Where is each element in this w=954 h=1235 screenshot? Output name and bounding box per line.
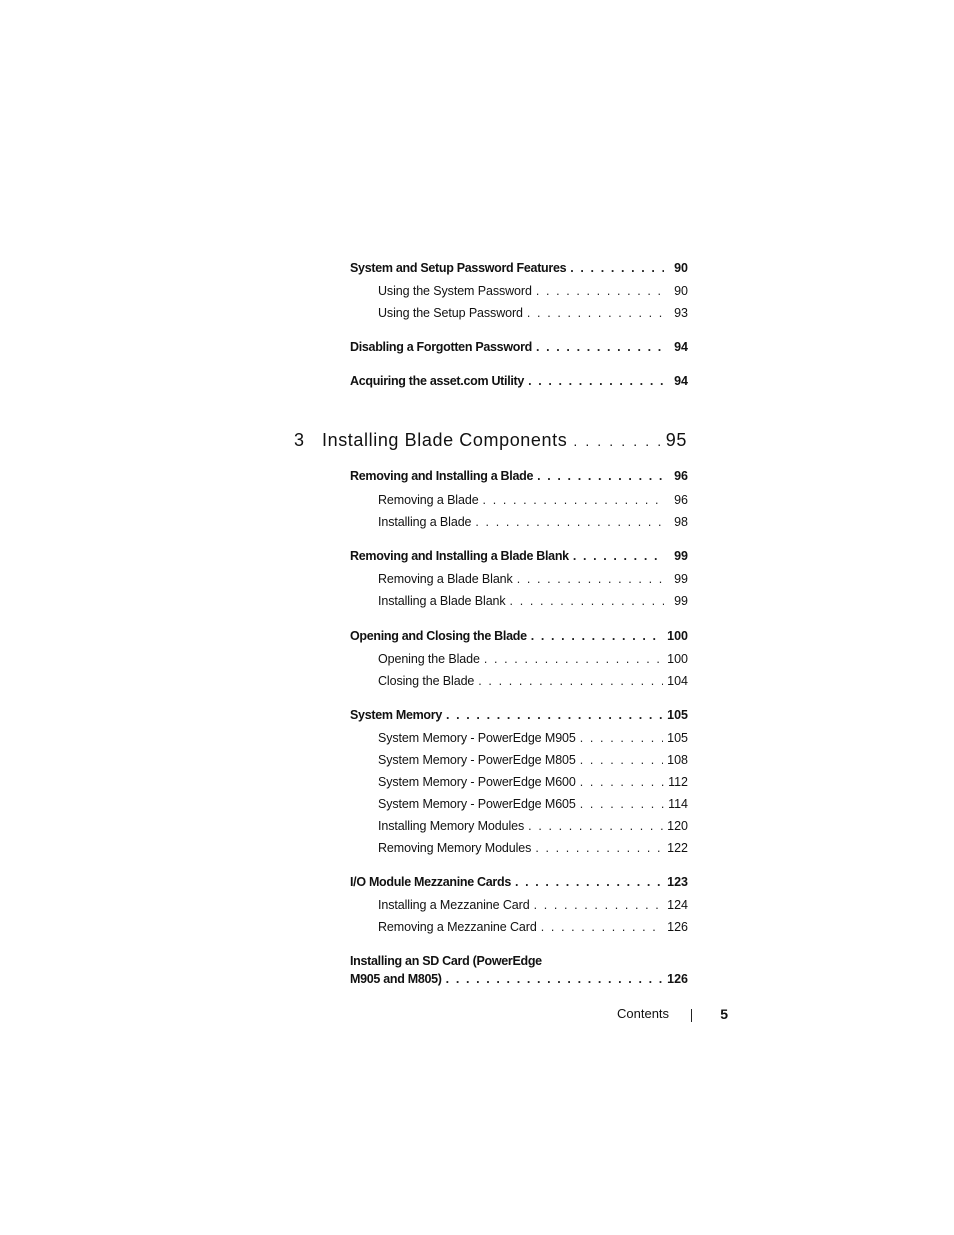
toc-entry-page: 90 — [674, 261, 688, 275]
toc-entry-installing-blade[interactable] — [378, 514, 688, 530]
toc-entry-title: Opening the Blade — [378, 652, 480, 666]
chapter-page: 95 — [665, 430, 687, 450]
toc-entry-page: 120 — [667, 819, 688, 833]
toc-entry-page: 99 — [674, 549, 688, 563]
dot-leader — [446, 971, 663, 987]
toc-entry-title: Removing a Blade — [378, 493, 479, 507]
toc-entry-title: Using the Setup Password — [378, 306, 523, 320]
toc-entry-title: System Memory — [350, 708, 442, 722]
dot-leader — [570, 260, 664, 276]
toc-entry-acquiring-asset-utility[interactable] — [350, 373, 688, 389]
dot-leader — [517, 571, 664, 587]
dot-leader — [537, 468, 664, 484]
toc-entry-title: Removing Memory Modules — [378, 841, 532, 855]
toc-entry-page: 123 — [667, 875, 688, 889]
toc-entry-page: 108 — [667, 753, 688, 767]
footer-separator — [691, 1009, 692, 1022]
toc-entry-page: 94 — [674, 340, 688, 354]
dot-leader — [536, 339, 664, 355]
toc-entry-title: System Memory - PowerEdge M605 — [378, 797, 576, 811]
toc-entry-page: 126 — [667, 920, 688, 934]
toc-entry-using-setup-password[interactable] — [378, 305, 688, 321]
toc-entry-io-module-mezzanine-cards[interactable] — [350, 874, 688, 890]
dot-leader — [573, 429, 659, 453]
toc-entry-page: 93 — [674, 306, 688, 320]
toc-entry-title: Using the System Password — [378, 284, 532, 298]
footer-page-number: 5 — [720, 1006, 728, 1022]
dot-leader — [475, 514, 664, 530]
chapter-title: Installing Blade Components — [322, 430, 568, 450]
toc-entry-title: System Memory - PowerEdge M905 — [378, 731, 576, 745]
toc-entry-title: Acquiring the asset.com Utility — [350, 374, 525, 388]
toc-entry-removing-installing-blade[interactable] — [350, 468, 688, 484]
toc-entry-title: Closing the Blade — [378, 674, 475, 688]
toc-entry-page: 126 — [667, 972, 688, 986]
dot-leader — [510, 593, 664, 609]
dot-leader — [580, 752, 663, 768]
chapter-number: 3 — [294, 430, 305, 450]
toc-entry-opening-closing-blade[interactable] — [350, 628, 688, 644]
toc-entry-closing-blade[interactable] — [378, 673, 688, 689]
dot-leader — [483, 492, 664, 508]
toc-entry-title: Disabling a Forgotten Password — [350, 340, 532, 354]
toc-entry-installing-sd-card[interactable] — [350, 971, 688, 987]
dot-leader — [573, 548, 664, 564]
toc-entry-page: 100 — [667, 652, 688, 666]
toc-entry-page: 90 — [674, 284, 688, 298]
toc-entry-system-memory-m805[interactable] — [378, 752, 688, 768]
toc-entry-title: Installing a Blade Blank — [378, 594, 506, 608]
toc-entry-system-memory-m600[interactable] — [378, 774, 688, 790]
toc-chapter-3[interactable] — [294, 428, 687, 453]
toc-entry-system-memory-m605[interactable] — [378, 796, 688, 812]
toc-entry-using-system-password[interactable] — [378, 283, 688, 299]
toc-entry-title: Removing and Installing a Blade Blank — [350, 549, 569, 563]
toc-entry-title: System and Setup Password Features — [350, 261, 567, 275]
toc-entry-removing-memory-modules[interactable] — [378, 840, 688, 856]
toc-entry-title-line1[interactable]: Installing an SD Card (PowerEdge — [350, 954, 542, 968]
toc-entry-page: 96 — [674, 469, 688, 483]
dot-leader — [528, 373, 664, 389]
dot-leader — [527, 305, 664, 321]
dot-leader — [536, 283, 664, 299]
toc-entry-title: Installing a Blade — [378, 515, 472, 529]
toc-entry-page: 105 — [667, 731, 688, 745]
dot-leader — [541, 919, 663, 935]
toc-entry-title: Removing and Installing a Blade — [350, 469, 534, 483]
toc-entry-title: I/O Module Mezzanine Cards — [350, 875, 511, 889]
dot-leader — [528, 818, 663, 834]
toc-entry-title: System Memory - PowerEdge M805 — [378, 753, 576, 767]
dot-leader — [580, 730, 663, 746]
dot-leader — [534, 897, 664, 913]
dot-leader — [478, 673, 663, 689]
toc-entry-page: 99 — [674, 572, 688, 586]
toc-entry-title: Opening and Closing the Blade — [350, 629, 527, 643]
toc-entry-opening-blade[interactable] — [378, 651, 688, 667]
toc-entry-title: System Memory - PowerEdge M600 — [378, 775, 576, 789]
toc-entry-removing-mezzanine-card[interactable] — [378, 919, 688, 935]
toc-entry-title-line2: M905 and M805) — [350, 972, 442, 986]
toc-entry-title: Installing a Mezzanine Card — [378, 898, 530, 912]
toc-entry-page: 112 — [668, 775, 688, 789]
dot-leader — [535, 840, 663, 856]
toc-entry-removing-installing-blade-blank[interactable] — [350, 548, 688, 564]
dot-leader — [531, 628, 663, 644]
toc-entry-removing-blade-blank[interactable] — [378, 571, 688, 587]
toc-entry-page: 99 — [674, 594, 688, 608]
toc-entry-disabling-forgotten-password[interactable] — [350, 339, 688, 355]
toc-entry-page: 124 — [667, 898, 688, 912]
toc-entry-page: 100 — [667, 629, 688, 643]
page-footer — [600, 1006, 730, 1026]
toc-entry-page: 96 — [674, 493, 688, 507]
toc-entry-system-memory-m905[interactable] — [378, 730, 688, 746]
toc-entry-title: Installing Memory Modules — [378, 819, 525, 833]
toc-entry-page: 114 — [668, 797, 688, 811]
toc-entry-page: 105 — [667, 708, 688, 722]
dot-leader — [580, 796, 664, 812]
toc-entry-system-memory[interactable] — [350, 707, 688, 723]
toc-entry-installing-mezzanine-card[interactable] — [378, 897, 688, 913]
toc-entry-page: 104 — [667, 674, 688, 688]
toc-entry-installing-blade-blank[interactable] — [378, 593, 688, 609]
dot-leader — [446, 707, 663, 723]
toc-entry-page: 122 — [667, 841, 688, 855]
dot-leader — [515, 874, 663, 890]
toc-entry-installing-memory-modules[interactable] — [378, 818, 688, 834]
toc-entry-page: 98 — [674, 515, 688, 529]
toc-entry-title: Removing a Mezzanine Card — [378, 920, 537, 934]
toc-entry-system-setup-password-features[interactable] — [350, 260, 688, 276]
toc-entry-page: 94 — [674, 374, 688, 388]
toc-entry-removing-blade[interactable] — [378, 492, 688, 508]
dot-leader — [580, 774, 664, 790]
dot-leader — [484, 651, 663, 667]
toc-entry-title: Removing a Blade Blank — [378, 572, 513, 586]
footer-label: Contents — [617, 1006, 670, 1021]
